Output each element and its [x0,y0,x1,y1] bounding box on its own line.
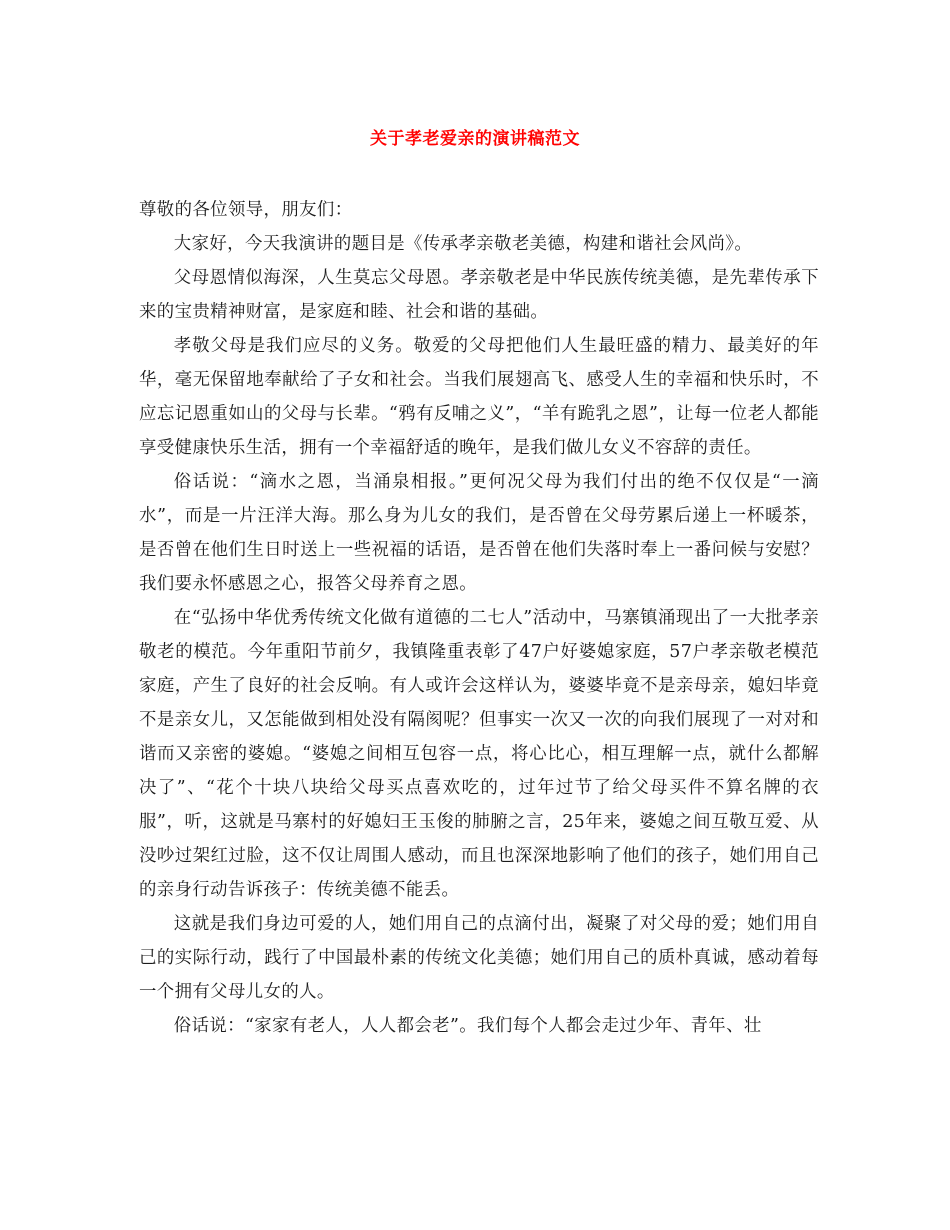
paragraph-4: 俗话说：“滴水之恩，当涌泉相报。”更何况父母为我们付出的绝不仅仅是“一滴水”，而是一片汪洋大海。那么身为儿女的我们，是否曾在父母劳累后递上一杯暖茶，是否曾在他们生日时送上一些祝福的话语，是否曾在他们失落时奉上一番问候与安慰？我们要永怀感恩之心，报答父母养育之恩。 [139,472,819,594]
paragraph-2: 父母恩情似海深，人生莫忘父母恩。孝亲敬老是中华民族传统美德，是先辈传承下来的宝贵精神财富，是家庭和睦、社会和谐的基础。 [139,268,819,322]
document-body [139,193,819,1043]
document-title: 关于孝老爱亲的演讲稿范文 [370,129,580,149]
paragraph-5: 在“弘扬中华优秀传统文化做有道德的二七人”活动中，马寨镇涌现出了一大批孝亲敬老的模范。今年重阳节前夕，我镇隆重表彰了47户好婆媳家庭，57户孝亲敬老模范家庭，产生了良好的社会反响。有人或许会这样认为，婆婆毕竟不是亲母亲，媳妇毕竟不是亲女儿，又怎能做到相处没有隔阂呢？但事实一次又一次的向我们展现了一对对和谐而又亲密的婆媳。“婆媳之间相互包容一点，将心比心，相互理解一点，就什么都解决了”、“花个十块八块给父母买点喜欢吃的，过年过节了给父母买件不算名牌的衣服”，听，这就是马寨村的好媳妇王玉俊的肺腑之言，25年来，婆媳之间互敬互爱、从没吵过架红过脸，这不仅让周围人感动，而且也深深地影响了他们的孩子，她们用自己的亲身行动告诉孩子：传统美德不能丢。 [139,608,819,900]
salutation: 尊敬的各位领导，朋友们： [139,200,353,220]
paragraph-7: 俗话说：“家家有老人，人人都会老”。我们每个人都会走过少年、青年、壮 [173,1016,762,1036]
paragraph-6: 这就是我们身边可爱的人，她们用自己的点滴付出，凝聚了对父母的爱；她们用自己的实际行动，践行了中国最朴素的传统文化美德；她们用自己的质朴真诚，感动着每一个拥有父母儿女的人。 [139,914,819,1002]
paragraph-3: 孝敬父母是我们应尽的义务。敬爱的父母把他们人生最旺盛的精力、最美好的年华，毫无保留地奉献给了子女和社会。当我们展翅高飞、感受人生的幸福和快乐时，不应忘记恩重如山的父母与长辈。“鸦有反哺之义”，“羊有跪乳之恩”，让每一位老人都能享受健康快乐生活，拥有一个幸福舒适的晚年，是我们做儿女义不容辞的责任。 [139,336,819,458]
paragraph-1: 大家好，今天我演讲的题目是《传承孝亲敬老美德，构建和谐社会风尚》。 [173,234,753,254]
